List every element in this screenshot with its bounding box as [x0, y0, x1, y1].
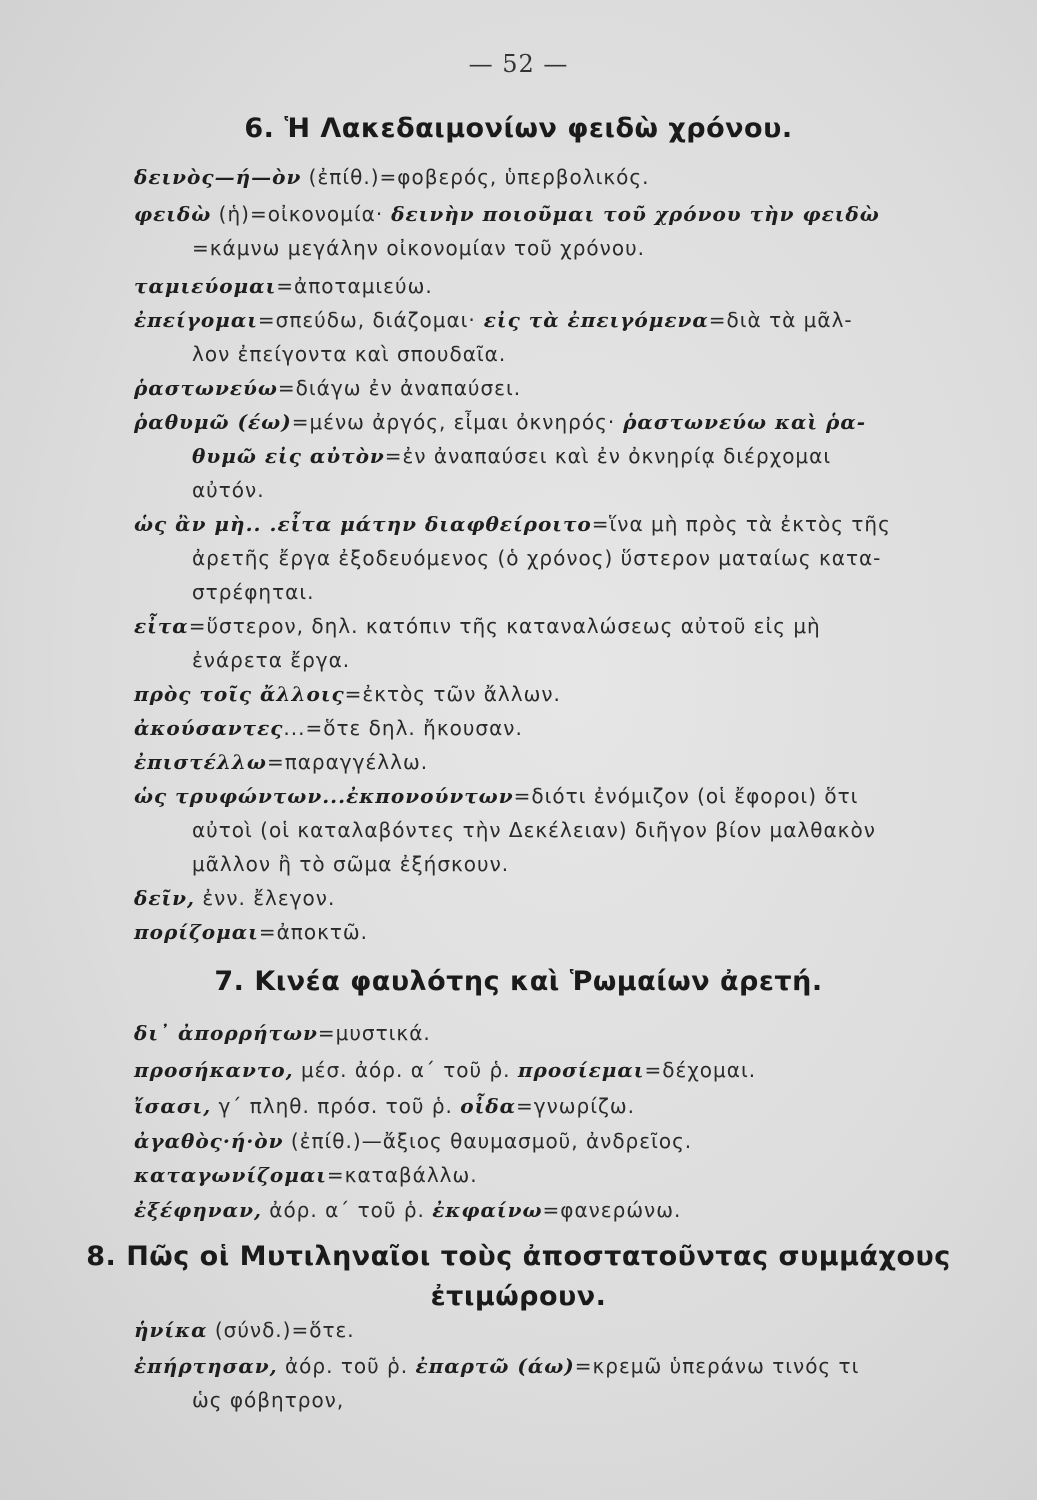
glossary-entry: [134, 269, 984, 303]
entry-lemma: ἡνίκα: [134, 1318, 208, 1342]
glossary-entry: [134, 1193, 984, 1227]
entry-phrase: ῥαστωνεύω καὶ ῥα-: [615, 410, 867, 434]
section-8-title: [0, 1237, 1037, 1317]
entry-lemma: φειδὼ: [134, 202, 212, 226]
entry-continuation: ὡς φόβητρον,: [192, 1388, 345, 1412]
entry-lemma: ῥαθυμῶ (έω): [134, 410, 292, 434]
entry-gloss: ἀόρ. τοῦ ῥ.: [277, 1354, 416, 1378]
section-8-title-line: ἐτιμώρουν.: [430, 1281, 607, 1312]
entry-continuation: ἀρετῆς ἔργα ἐξοδευόμενος (ὁ χρόνος) ὕστερον ματαίως κατα-: [192, 546, 882, 570]
glossary-entry: [134, 1053, 984, 1087]
entry-continuation: αὐτόν.: [192, 478, 265, 502]
entry-gloss: =παραγγέλλω.: [266, 750, 429, 774]
glossary-entry: [134, 303, 984, 371]
entry-lemma: ταμιεύομαι: [134, 274, 277, 298]
entry-gloss: =ἀποταμιεύω.: [276, 274, 433, 298]
entry-gloss: =καταβάλλω.: [326, 1163, 478, 1187]
glossary-entry: [134, 677, 984, 711]
entry-continuation: στρέφηται.: [192, 580, 315, 604]
entry-continuation: λον ἐπείγοντα καὶ σπουδαῖα.: [192, 342, 507, 366]
entry-gloss: =ἵνα μὴ πρὸς τὰ ἐκτὸς τῆς: [591, 512, 891, 536]
entry-lemma: πρὸς τοῖς ἄλλοις: [134, 682, 345, 706]
entry-lemma: ὡς τρυφώντων...ἐκπονούντων: [134, 784, 514, 808]
entry-gloss: =μυστικά.: [317, 1021, 431, 1045]
entry-phrase: ἐκφαίνω: [432, 1198, 543, 1222]
entry-gloss: μέσ. ἀόρ. α΄ τοῦ ῥ.: [293, 1058, 518, 1082]
entry-lemma: ἀγαθὸς·ή·ὸν: [134, 1129, 284, 1153]
entry-gloss: (ἐπίθ.)=φοβερός, ὑπερβολικός.: [301, 165, 650, 189]
entry-phrase: προσίεμαι: [517, 1058, 645, 1082]
entry-lemma: δι᾽ ἀπορρήτων: [134, 1021, 318, 1045]
entry-phrase: οἶδα: [460, 1094, 516, 1118]
glossary-entry: [134, 1089, 984, 1123]
entry-lemma: προσήκαντο,: [134, 1058, 294, 1082]
entry-gloss: (σύνδ.)=ὅτε.: [207, 1318, 355, 1342]
entry-phrase: εἰς τὰ ἐπειγόμενα: [475, 308, 709, 332]
entry-gloss: =γνωρίζω.: [516, 1094, 635, 1118]
entry-gloss: =ὕστερον, δηλ. κατόπιν τῆς καταναλώσεως αὐτοῦ εἰς μὴ: [188, 614, 821, 638]
entry-continuation: [134, 439, 984, 473]
glossary-entry: [134, 915, 984, 949]
entry-gloss: ἐνν. ἔλεγον.: [195, 886, 336, 910]
glossary-entry: [134, 197, 984, 265]
entry-gloss: =διότι ἐνόμιζον (οἱ ἔφοροι) ὅτι: [513, 784, 859, 808]
entry-phrase: ἐπαρτῶ (άω): [415, 1354, 575, 1378]
glossary-entry: [134, 1016, 984, 1050]
entry-lemma: πορίζομαι: [134, 920, 259, 944]
entry-lemma: δεινὸς—ή—ὸν: [134, 165, 302, 189]
section-6-title: 6. Ἡ Λακεδαιμονίων φειδὼ χρόνου.: [244, 113, 793, 144]
glossary-entry: [134, 1313, 984, 1347]
entry-lemma: καταγωνίζομαι: [134, 1163, 327, 1187]
entry-continuation: ἐνάρετα ἔργα.: [192, 648, 351, 672]
entry-continuation: μᾶλλον ἢ τὸ σῶμα ἐξήσκουν.: [192, 852, 510, 876]
entry-lemma: ἴσασι,: [134, 1094, 212, 1118]
glossary-entry: [134, 507, 984, 609]
glossary-entry: [134, 609, 984, 677]
entry-lemma: ἀκούσαντες: [134, 716, 284, 740]
section-8-title-line: 8. Πῶς οἱ Μυτιληναῖοι τοὺς ἀποστατοῦντας συμμάχους: [86, 1241, 951, 1272]
entry-continuation: αὐτοὶ (οἱ καταλαβόντες τὴν Δεκέλειαν) διῆγον βίον μαλθακὸν: [192, 818, 876, 842]
glossary-entry: [134, 371, 984, 405]
entry-lemma: ἐπείγομαι: [134, 308, 258, 332]
entry-lemma: ἐξέφηναν,: [134, 1198, 262, 1222]
glossary-entry: [134, 745, 984, 779]
entry-gloss: (ἡ)=οἰκονομία·: [211, 202, 384, 226]
entry-gloss: =ἐν ἀναπαύσει καὶ ἐν ὀκνηρίᾳ διέρχομαι: [384, 444, 832, 468]
entry-gloss: =ἀποκτῶ.: [258, 920, 369, 944]
entry-lemma: ὡς ἂν μὴ.. .εἶτα μάτην διαφθείροιτο: [134, 512, 592, 536]
entry-gloss: =διάγω ἐν ἀναπαύσει.: [277, 376, 522, 400]
glossary-entry: [134, 405, 984, 507]
entry-gloss: =μένω ἀργός, εἶμαι ὀκνηρός·: [291, 410, 616, 434]
glossary-entry: [134, 779, 984, 881]
section-7-title: 7. Κινέα φαυλότης καὶ Ῥωμαίων ἀρετή.: [214, 966, 823, 997]
glossary-entry: [134, 1124, 984, 1158]
glossary-entry: [134, 711, 984, 745]
entry-continuation: =κάμνω μεγάλην οἰκονομίαν τοῦ χρόνου.: [192, 236, 645, 260]
entry-gloss: γ΄ πληθ. πρόσ. τοῦ ῥ.: [211, 1094, 461, 1118]
glossary-entry: [134, 881, 984, 915]
entry-lemma: δεῖν,: [134, 886, 196, 910]
entry-gloss: =διὰ τὰ μᾶλ-: [708, 308, 853, 332]
entry-lemma: ῥαστωνεύω: [134, 376, 278, 400]
glossary-entry: [134, 160, 984, 194]
entry-lemma: ἐπήρτησαν,: [134, 1354, 278, 1378]
entry-gloss: =σπεύδω, διάζομαι·: [257, 308, 476, 332]
entry-phrase: θυμῶ εἰς αὐτὸν: [192, 444, 385, 468]
entry-gloss: ...=ὅτε δηλ. ἤκουσαν.: [283, 716, 523, 740]
entry-gloss: =κρεμῶ ὑπεράνω τινός τι: [574, 1354, 860, 1378]
entry-gloss: =φανερώνω.: [542, 1198, 682, 1222]
entry-gloss: =ἐκτὸς τῶν ἄλλων.: [344, 682, 561, 706]
entry-lemma: ἐπιστέλλω: [134, 750, 267, 774]
glossary-entry: [134, 1158, 984, 1192]
entry-gloss: (ἐπίθ.)—ἄξιος θαυμασμοῦ, ἀνδρεῖος.: [283, 1129, 693, 1153]
page-number: — 52 —: [468, 50, 569, 78]
entry-gloss: =δέχομαι.: [644, 1058, 757, 1082]
entry-lemma: εἶτα: [134, 614, 189, 638]
glossary-entry: [134, 1349, 984, 1417]
entry-phrase: δεινὴν ποιοῦμαι τοῦ χρόνου τὴν φειδὼ: [383, 202, 880, 226]
entry-gloss: ἀόρ. α΄ τοῦ ῥ.: [261, 1198, 433, 1222]
